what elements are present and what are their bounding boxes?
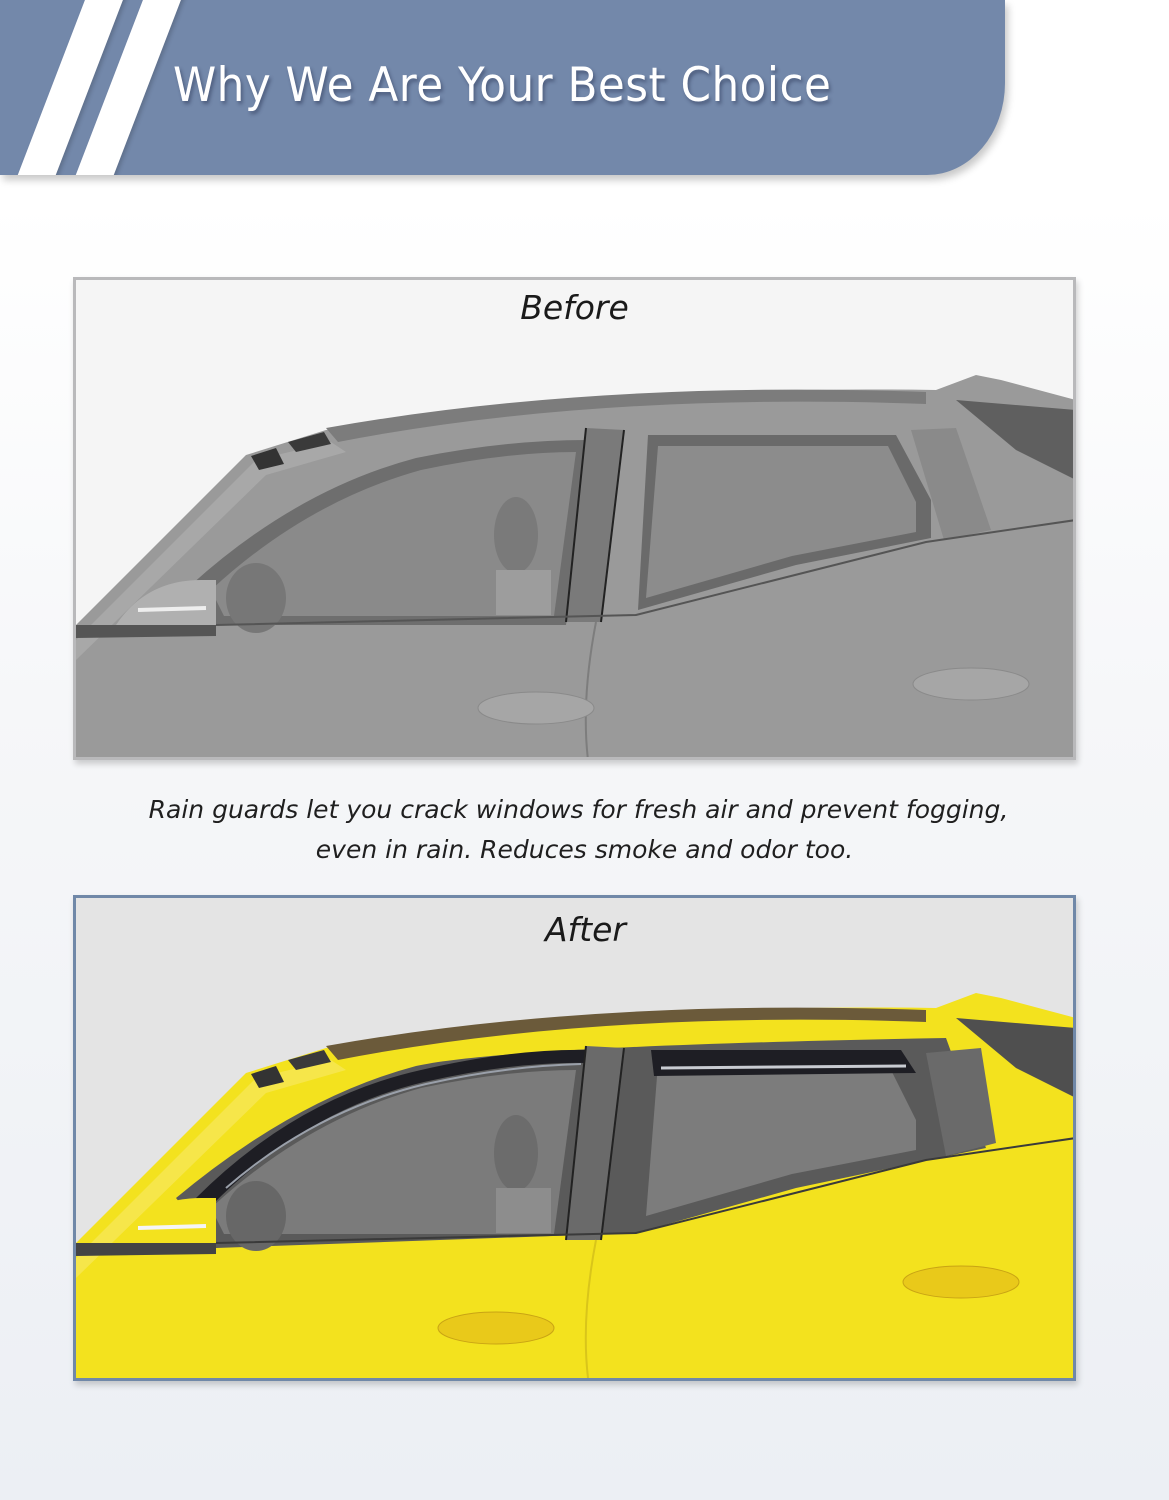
- before-label: Before: [520, 288, 629, 327]
- after-image-panel: [73, 895, 1076, 1381]
- car-side-image-after: [76, 898, 1076, 1378]
- car-side-image-before: [76, 280, 1076, 760]
- caption: [0, 790, 1169, 870]
- header-banner: [0, 0, 1005, 175]
- caption-line-1: Rain guards let you crack windows for fresh air and prevent fogging,: [148, 795, 1009, 824]
- page-title: Why We Are Your Best Choice: [173, 58, 832, 113]
- caption-line-2: even in rain. Reduces smoke and odor too.: [315, 835, 854, 864]
- before-image-panel: [73, 277, 1076, 760]
- after-label: After: [544, 910, 626, 949]
